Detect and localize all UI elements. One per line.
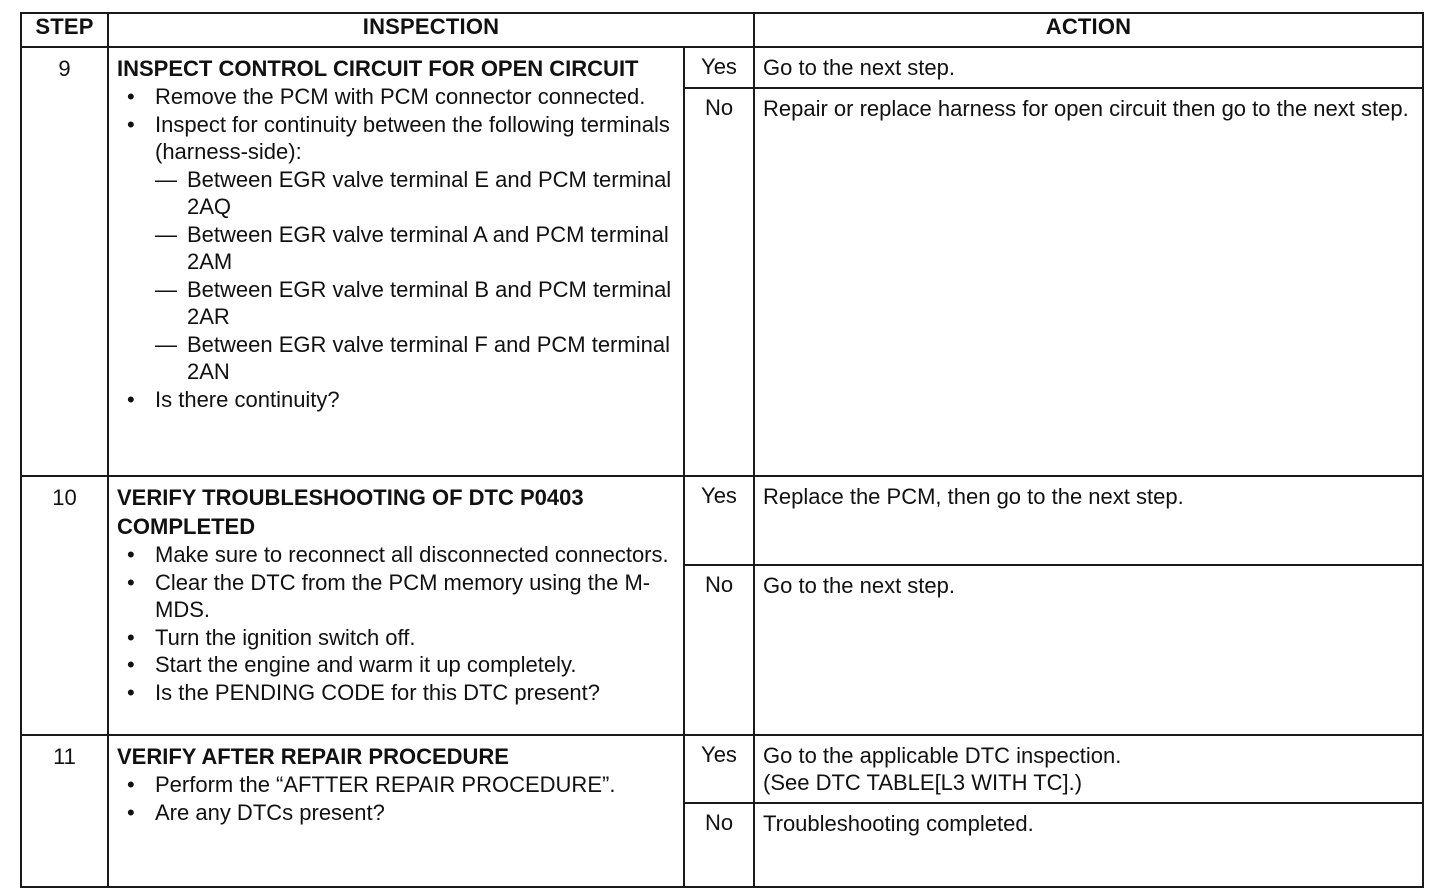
yes-action-line: Go to the applicable DTC inspection. — [763, 743, 1122, 768]
bullet-item: • Is there continuity? — [117, 386, 675, 414]
inspection-cell — [108, 735, 684, 887]
no-action: Repair or replace harness for open circuit then go to the next step. — [754, 88, 1423, 476]
no-label: No — [684, 803, 754, 887]
sub-item: — Between EGR valve terminal B and PCM terminal 2AR — [155, 276, 675, 331]
step-number: 11 — [21, 735, 108, 887]
no-label: No — [684, 565, 754, 735]
header-step: STEP — [21, 13, 108, 47]
bullet-item: • Are any DTCs present? — [117, 799, 675, 827]
bullet-list — [117, 771, 675, 826]
bullet-item — [117, 111, 675, 386]
header-action: ACTION — [754, 13, 1423, 47]
yes-label: Yes — [684, 47, 754, 88]
inspection-title: VERIFY TROUBLESHOOTING OF DTC P0403 COMPLETED — [117, 485, 584, 539]
table-row — [21, 47, 1423, 88]
bullet-item: • Clear the DTC from the PCM memory using the M-MDS. — [117, 569, 675, 624]
table-row — [21, 476, 1423, 565]
bullet-item: • Start the engine and warm it up completely. — [117, 651, 675, 679]
no-action: Go to the next step. — [754, 565, 1423, 735]
bullet-list — [117, 541, 675, 706]
yes-action: Go to the next step. — [754, 47, 1423, 88]
inspection-cell — [108, 47, 684, 476]
yes-label: Yes — [684, 735, 754, 803]
diagnostic-table — [20, 12, 1424, 888]
bullet-text: Inspect for continuity between the following terminals (harness-side): — [155, 111, 670, 164]
sub-item: — Between EGR valve terminal E and PCM terminal 2AQ — [155, 166, 675, 221]
sub-list — [155, 166, 675, 386]
yes-action — [754, 735, 1423, 803]
table-row — [21, 735, 1423, 803]
header-inspection: INSPECTION — [108, 13, 754, 47]
bullet-item: • Perform the “AFTTER REPAIR PROCEDURE”. — [117, 771, 675, 799]
inspection-cell — [108, 476, 684, 735]
no-action: Troubleshooting completed. — [754, 803, 1423, 887]
bullet-item: • Make sure to reconnect all disconnected connectors. — [117, 541, 675, 569]
step-number: 10 — [21, 476, 108, 735]
header-row — [21, 13, 1423, 47]
bullet-item: • Turn the ignition switch off. — [117, 624, 675, 652]
sub-item: — Between EGR valve terminal F and PCM terminal 2AN — [155, 331, 675, 386]
no-label: No — [684, 88, 754, 476]
bullet-item: • Remove the PCM with PCM connector connected. — [117, 83, 675, 111]
inspection-title: INSPECT CONTROL CIRCUIT FOR OPEN CIRCUIT — [117, 56, 639, 81]
yes-label: Yes — [684, 476, 754, 565]
sub-item: — Between EGR valve terminal A and PCM terminal 2AM — [155, 221, 675, 276]
bullet-item: • Is the PENDING CODE for this DTC present? — [117, 679, 675, 707]
inspection-title: VERIFY AFTER REPAIR PROCEDURE — [117, 744, 509, 769]
yes-action: Replace the PCM, then go to the next step. — [754, 476, 1423, 565]
bullet-list — [117, 83, 675, 413]
yes-action-line: (See DTC TABLE[L3 WITH TC].) — [763, 770, 1083, 795]
step-number: 9 — [21, 47, 108, 476]
